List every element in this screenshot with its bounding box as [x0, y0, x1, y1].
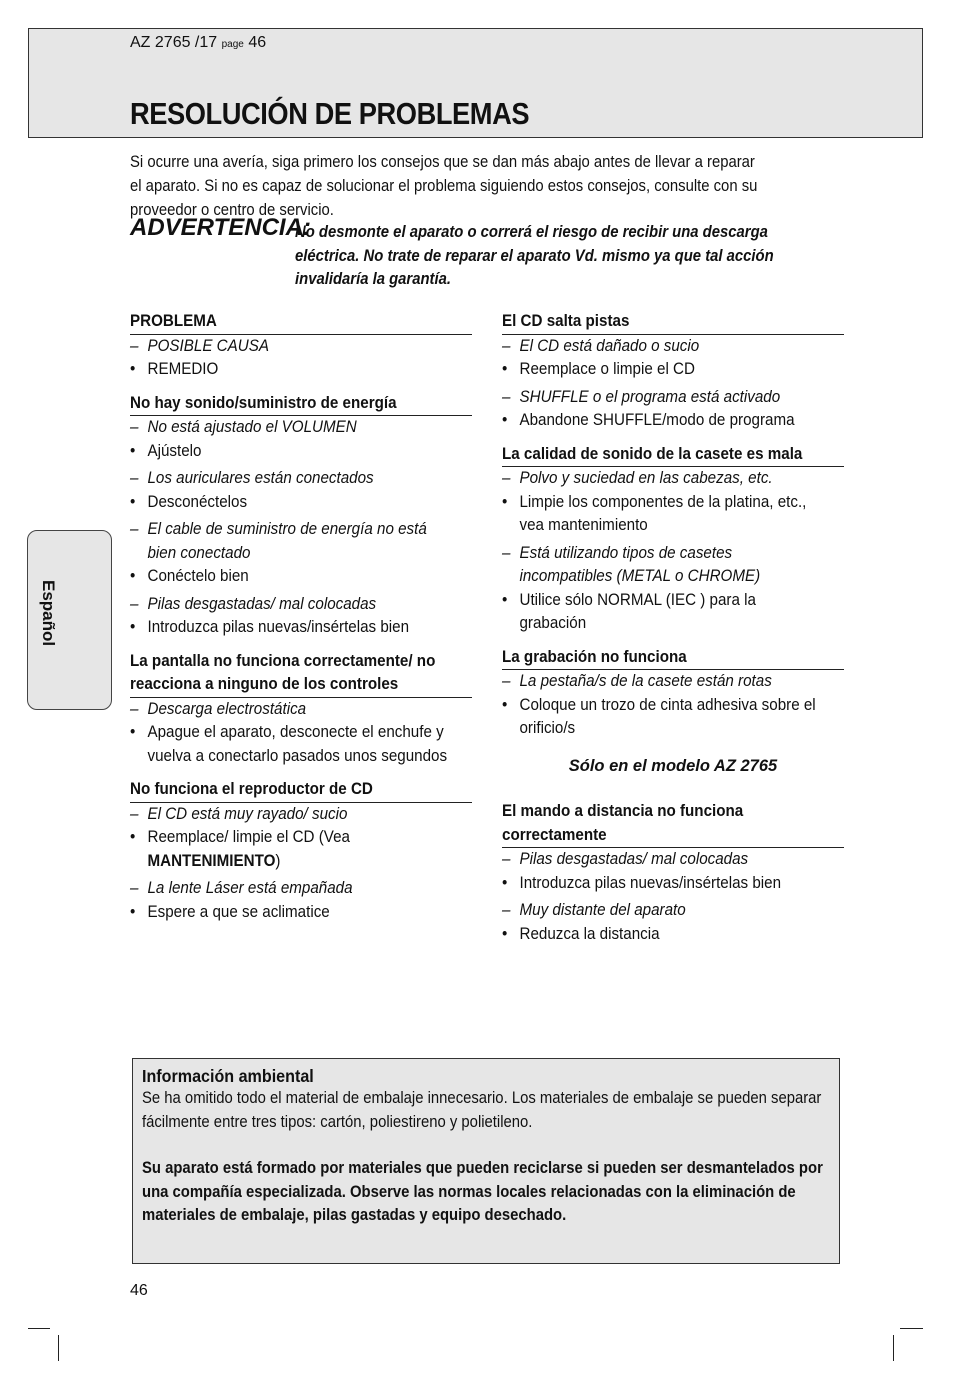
problem-heading: El CD salta pistas: [502, 312, 630, 330]
dash-marker: –: [502, 543, 511, 562]
bullet-marker: •: [130, 828, 136, 846]
cause-text: El CD está dañado o sucio: [519, 336, 700, 355]
dash-marker: –: [502, 469, 511, 487]
section-header: [130, 392, 472, 417]
problem-heading: No hay sonido/suministro de energía: [130, 393, 397, 412]
remedy-line-cont: [502, 514, 853, 538]
cause-line: [130, 698, 481, 722]
bullet-marker: •: [502, 411, 508, 429]
bullet-marker: •: [502, 360, 508, 378]
legend-cause: [130, 335, 481, 359]
dash-marker: –: [130, 469, 139, 487]
dash-marker: –: [130, 520, 139, 538]
cause-line: [502, 542, 853, 566]
language-tab-label: Español: [39, 580, 58, 647]
remedy-text: Abandone SHUFFLE/modo de programa: [519, 411, 795, 429]
remedy-line: [502, 589, 853, 613]
dash-marker: –: [130, 418, 139, 436]
left-column: [130, 310, 472, 924]
section-header: [502, 310, 844, 335]
dash-marker: –: [130, 879, 139, 897]
dash-marker: –: [130, 699, 139, 718]
cause-line-cont: [130, 542, 481, 566]
legend-heading: PROBLEMA: [130, 312, 217, 330]
cause-text: El cable de suministro de energía no está: [147, 520, 427, 538]
warning-text: No desmonte el aparato o correrá el riesgo de recibir una descarga eléctrica. No trate de reparar el aparato Vd. mismo ya que tal acción invalidaría la garantía.: [295, 223, 774, 288]
cause-line-cont: [502, 565, 853, 589]
bullet-marker: •: [130, 723, 136, 741]
problem-heading: La pantalla no funciona correctamente/ no: [130, 651, 436, 670]
bullet-marker: •: [130, 492, 136, 511]
cause-text: bien conectado: [147, 543, 251, 562]
remedy-line-cont: [502, 717, 853, 741]
page-word: page: [221, 39, 244, 50]
dash-marker: –: [502, 672, 511, 690]
environment-info-box: [132, 1058, 840, 1264]
dash-marker: –: [130, 594, 139, 613]
problem-heading: La grabación no funciona: [502, 647, 687, 666]
cause-line: [130, 467, 481, 491]
cause-text: Pilas desgastadas/ mal colocadas: [519, 850, 749, 868]
cause-line: [130, 803, 481, 827]
remedy-text: Reemplace/ limpie el CD (Vea: [147, 828, 350, 846]
section-header: [502, 443, 844, 468]
bullet-marker: •: [502, 590, 508, 609]
remedy-line: [502, 923, 853, 947]
dash-marker: –: [502, 850, 511, 868]
remedy-line: [502, 872, 853, 896]
cause-line: [502, 335, 853, 359]
remedy-text: vuelva a conectarlo pasados unos segundos: [147, 746, 448, 765]
bullet-marker: •: [502, 695, 508, 714]
crop-mark: [28, 1328, 50, 1329]
page-ref: 46: [248, 34, 267, 51]
remedy-text: vea mantenimiento: [519, 516, 648, 534]
dash-marker: –: [502, 336, 511, 355]
document-code: [130, 34, 266, 52]
remedy-line: [130, 491, 481, 515]
cause-text: Descarga electrostática: [147, 699, 307, 718]
remedy-line: [130, 826, 481, 850]
section-header: [130, 650, 472, 698]
remedy-text: REMEDIO: [147, 360, 219, 378]
remedy-text: grabación: [519, 614, 587, 632]
bullet-marker: •: [130, 360, 136, 378]
bullet-marker: •: [502, 873, 508, 892]
page-number: 46: [130, 1282, 148, 1299]
cause-text: Pilas desgastadas/ mal colocadas: [147, 594, 377, 613]
cause-text: La lente Láser está empañada: [147, 879, 353, 897]
bullet-marker: •: [502, 924, 508, 943]
cause-text: POSIBLE CAUSA: [147, 336, 269, 355]
remedy-text: Limpie los componentes de la platina, etc.,: [519, 492, 807, 511]
page-title: RESOLUCIÓN DE PROBLEMAS: [130, 96, 530, 131]
dash-marker: –: [502, 387, 511, 406]
cause-line: [502, 899, 853, 923]
section-header: [502, 646, 844, 671]
cause-text: No está ajustado el VOLUMEN: [147, 418, 357, 436]
remedy-text: Reemplace o limpie el CD: [519, 360, 695, 378]
environment-paragraph-bold: Su aparato está formado por materiales que pueden reciclarse si pueden ser desmantelados por una compañía especializada. Observe las normas locales relacionadas con la eliminación de materiales de embalaje, pilas gastadas y equipo desechado.: [142, 1159, 823, 1224]
problem-heading-cont: correctamente: [502, 825, 607, 844]
cause-text: Está utilizando tipos de casetes: [519, 543, 733, 562]
remedy-text: ): [275, 851, 281, 870]
problem-heading: La calidad de sonido de la casete es mala: [502, 444, 803, 463]
remedy-line: [130, 616, 481, 640]
bullet-marker: •: [130, 567, 136, 585]
bullet-marker: •: [130, 618, 136, 636]
cause-text: Polvo y suciedad en las cabezas, etc.: [519, 469, 773, 487]
remedy-text: Coloque un trozo de cinta adhesiva sobre el: [519, 695, 816, 714]
cause-line: [502, 386, 853, 410]
remedy-text: Reduzca la distancia: [519, 924, 660, 943]
remedy-line: [130, 565, 481, 589]
cause-text: Los auriculares están conectados: [147, 469, 374, 487]
crop-mark: [893, 1335, 894, 1361]
cause-text: SHUFFLE o el programa está activado: [519, 387, 781, 406]
section-header: [130, 778, 472, 803]
remedy-text: orificio/s: [519, 719, 576, 737]
bullet-marker: •: [130, 441, 136, 460]
remedy-text: Utilice sólo NORMAL (IEC ) para la: [519, 590, 756, 609]
remedy-text: Ajústelo: [147, 441, 202, 460]
cause-line: [502, 848, 853, 872]
remedy-line: [130, 901, 481, 925]
doc-code-text: AZ 2765 /17: [130, 34, 218, 51]
dash-marker: –: [130, 804, 139, 823]
problem-heading-cont: reacciona a ninguno de los controles: [130, 675, 399, 693]
cause-text: El CD está muy rayado/ sucio: [147, 804, 348, 823]
crop-mark: [58, 1335, 59, 1361]
dash-marker: –: [130, 336, 139, 355]
problem-heading: El mando a distancia no funciona: [502, 802, 744, 820]
remedy-line: [502, 409, 853, 433]
remedy-text: Conéctelo bien: [147, 567, 249, 585]
cause-text: La pestaña/s de la casete están rotas: [519, 672, 772, 690]
cause-line: [502, 670, 853, 694]
remedy-line-cont: [502, 612, 853, 636]
cause-line: [502, 467, 853, 491]
remedy-line-cont: [130, 850, 481, 874]
warning-label: ADVERTENCIA:: [130, 214, 311, 241]
bullet-marker: •: [130, 902, 136, 921]
crop-mark: [900, 1328, 923, 1329]
environment-paragraph: Se ha omitido todo el material de embalaje innecesario. Los materiales de embalaje se pueden separar fácilmente entre tres tipos: cartón, poliestireno y polietileno.: [142, 1089, 822, 1131]
remedy-text: Introduzca pilas nuevas/insértelas bien: [147, 618, 410, 636]
section-header: [130, 310, 472, 335]
cause-line: [130, 593, 481, 617]
maintenance-ref: MANTENIMIENTO: [147, 851, 276, 870]
right-column: [502, 310, 844, 946]
cause-line: [130, 518, 481, 542]
remedy-text: Desconéctelos: [147, 492, 248, 511]
problem-heading: No funciona el reproductor de CD: [130, 780, 373, 798]
model-note: Sólo en el modelo AZ 2765: [568, 756, 778, 775]
cause-text: Muy distante del aparato: [519, 901, 686, 919]
section-header: [502, 800, 844, 848]
remedy-line: [502, 358, 853, 382]
remedy-line: [502, 694, 853, 718]
remedy-line: [502, 491, 853, 515]
bullet-marker: •: [502, 492, 508, 511]
remedy-text: Espere a que se aclimatice: [147, 902, 330, 921]
remedy-line-cont: [130, 745, 481, 769]
cause-text: incompatibles (METAL o CHROME): [519, 567, 761, 585]
remedy-line: [130, 440, 481, 464]
intro-paragraph: Si ocurre una avería, siga primero los consejos que se dan más abajo antes de llevar a reparar el aparato. Si no es capaz de solucionar el problema siguiendo estos consejos, consulte con su proveedor o centro de servicio.: [130, 153, 758, 219]
cause-line: [130, 416, 481, 440]
dash-marker: –: [502, 901, 511, 919]
remedy-line: [130, 721, 481, 745]
cause-line: [130, 877, 481, 901]
legend-remedy: [130, 358, 481, 382]
environment-title: Información ambiental: [142, 1066, 314, 1086]
remedy-text: Apague el aparato, desconecte el enchufe y: [147, 723, 444, 741]
remedy-text: Introduzca pilas nuevas/insértelas bien: [519, 873, 782, 892]
